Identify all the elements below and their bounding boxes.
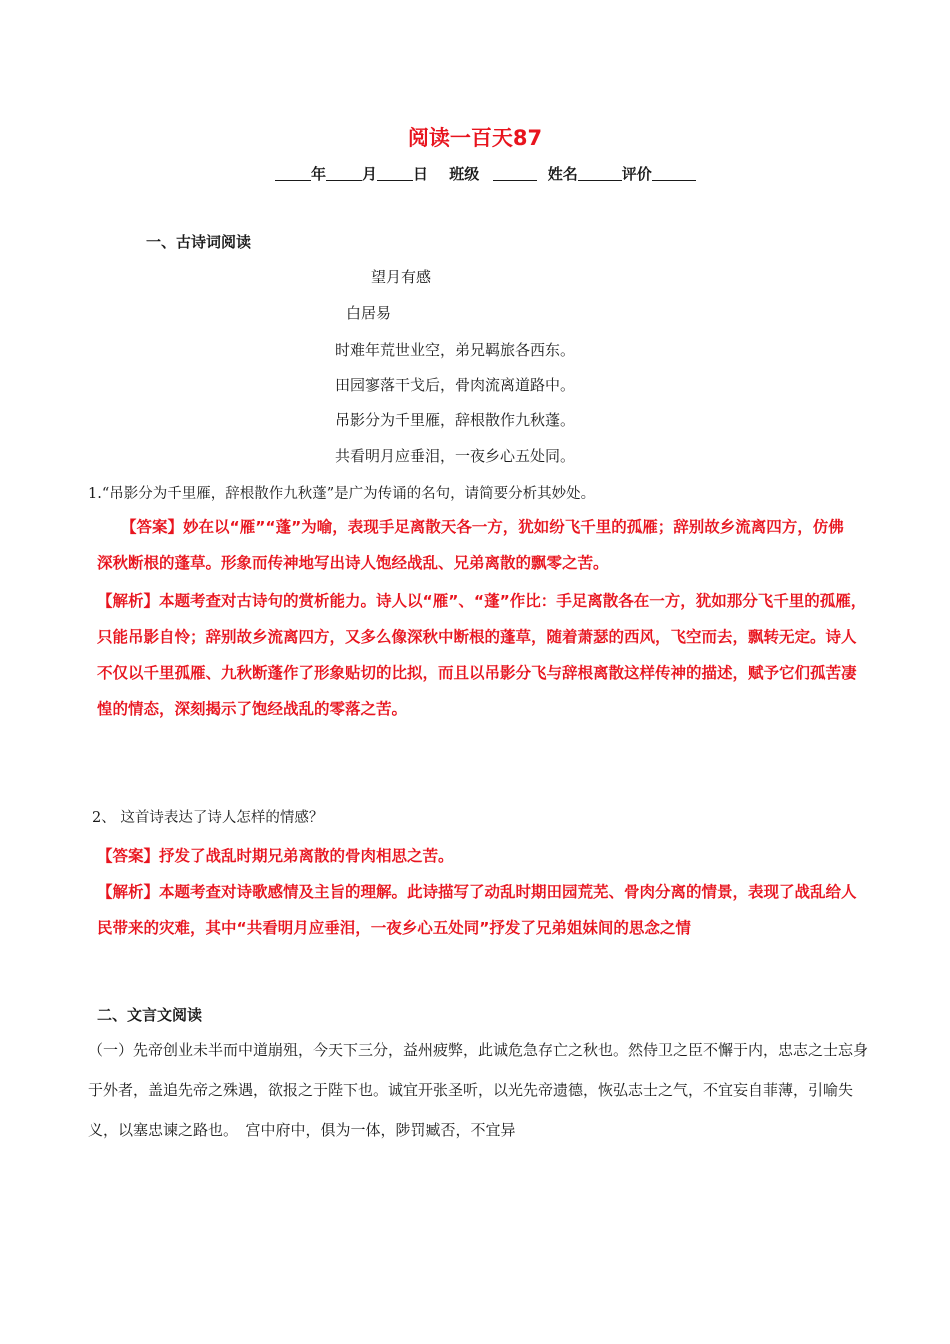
analysis-tag: 【解析】 [97, 883, 160, 901]
class-label: 班级 [449, 165, 480, 183]
header-fields [275, 163, 696, 184]
eval-blank [652, 166, 696, 181]
poem-line: 田园寥落干戈后，骨肉流离道路中。 [335, 376, 576, 394]
answer-text: 抒发了战乱时期兄弟离散的骨肉相思之苦。 [159, 847, 454, 865]
analysis-1 [97, 583, 869, 727]
month-label: 月 [362, 165, 378, 183]
class-blank [493, 166, 537, 181]
analysis-text: 本题考查对古诗句的赏析能力。诗人以“雁”、“蓬”作比：手足离散各在一方，犹如那分飞千里的孤雁，只能吊影自怜；辞别故乡流离四方，又多么像深秋中断根的蓬草，随着萧瑟的西风，飞空而去，飘转无定。诗人不仅以千里孤雁、九秋断蓬作了形象贴切的比拟，而且以吊影分飞与辞根离散这样传神的描述，赋予它们孤苦凄惶的情态，深刻揭示了饱经战乱的零落之苦。 [97, 592, 867, 718]
poem-line: 共看明月应垂泪，一夜乡心五处同。 [335, 447, 576, 465]
answer-text: 妙在以“雁”“蓬”为喻，表现手足离散天各一方，犹如纷飞千里的孤雁；辞别故乡流离四方，仿佛深秋断根的蓬草。形象而传神地写出诗人饱经战乱、兄弟离散的飘零之苦。 [97, 518, 844, 572]
day-blank [377, 166, 413, 181]
answer-2 [97, 838, 869, 874]
poem-line: 吊影分为千里雁，辞根散作九秋蓬。 [335, 411, 576, 429]
year-blank [275, 166, 311, 181]
poem-author: 白居易 [346, 304, 392, 322]
section-heading-poetry: 一、古诗词阅读 [146, 233, 252, 251]
month-blank [326, 166, 362, 181]
answer-tag: 【答案】 [97, 847, 160, 865]
page-title: 阅读一百天87 [407, 126, 543, 150]
day-label: 日 [413, 165, 429, 183]
question-1: 1.“吊影分为千里雁，辞根散作九秋蓬”是广为传诵的名句，请简要分析其妙处。 [88, 486, 596, 502]
answer-1 [97, 509, 857, 581]
poem-title: 望月有感 [371, 268, 432, 286]
section-heading-classical: 二、文言文阅读 [97, 1006, 203, 1024]
name-blank [578, 166, 622, 181]
poem-line: 时难年荒世业空，弟兄羁旅各西东。 [335, 341, 576, 359]
analysis-2 [97, 874, 869, 946]
year-label: 年 [311, 165, 327, 183]
classical-text: （一）先帝创业未半而中道崩殂，今天下三分，益州疲弊，此诚危急存亡之秋也。然侍卫之臣不懈于内，忠志之士忘身于外者，盖追先帝之殊遇，欲报之于陛下也。诚宜开张圣听，以光先帝遗德，恢弘志士之气，不宜妄自菲薄，引喻失义，以塞忠谏之路也。 宫中府中，俱为一体，陟罚臧否，不宜异 [88, 1041, 869, 1139]
name-label: 姓名 [547, 165, 578, 183]
analysis-text: 本题考查对诗歌感情及主旨的理解。此诗描写了动乱时期田园荒芜、骨肉分离的情景，表现了战乱给人民带来的灾难，其中“共看明月应垂泪，一夜乡心五处同”抒发了兄弟姐妹间的思念之情 [97, 883, 857, 937]
answer-tag: 【答案】 [121, 518, 184, 536]
eval-label: 评价 [621, 165, 652, 183]
analysis-tag: 【解析】 [97, 592, 160, 610]
question-2: 2、 这首诗表达了诗人怎样的情感？ [92, 810, 324, 826]
